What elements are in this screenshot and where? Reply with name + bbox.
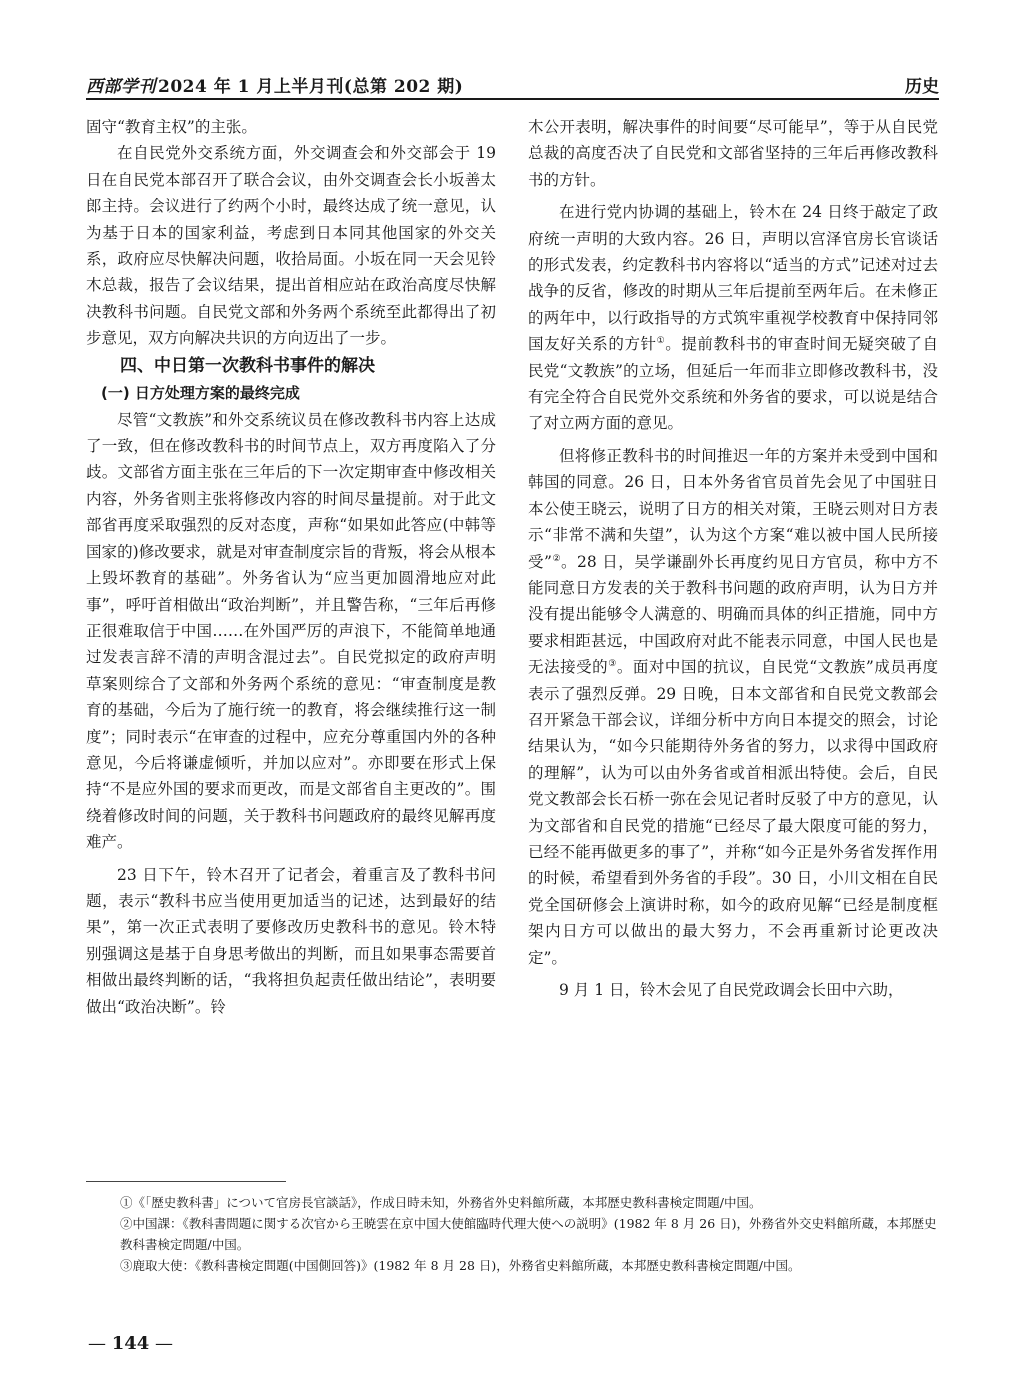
paragraph: 尽管“文教族”和外交系统议员在修改教科书内容上达成了一致，但在修改教科书的时间节点上，双方再度陷入了分歧。文部省方面主张在三年后的下一次定期审查中修改相关内容，外务省则主张将修改内容的时间尽量提前。对于此文部省再度采取强烈的反对态度，声称“如果如此答应(中韩等国家的)修改要求，就是对审查制度宗旨的背叛，将会从根本上毁坏教育的基础”。外务省认为“应当更加圆滑地应对此事”，呼吁首相做出“政治判断”，并且警告称，“三年后再修正很难取信于中国……在外国严厉的声浪下，不能简单地通过发表言辞不清的声明含混过去”。自民党拟定的政府声明草案则综合了文部和外务两个系统的意见：“审查制度是教育的基础，今后为了施行统一的教育，将会继续推行这一制度”；同时表示“在审查的过程中，应充分尊重国内外的各种意见，今后将谦虚倾听，并加以应对”。亦即要在形式上保持“不是应外国的要求而更改，而是文部省自主更改的”。围绕着修改时间的问题，关于教科书问题政府的最终见解再度难产。 [86, 410, 496, 852]
footnote: ③鹿取大使：《教科書検定問題(中国側回答)》(1982 年 8 月 28 日)，外務省史料館所蔵，本邦歴史教科書検定問題/中国。 [120, 1258, 801, 1273]
paragraph-text: 在进行党内协调的基础上，铃木在 24 日终于敲定了政府统一声明的大致内容。26 日，声明以宫泽官房长官谈话的形式发表，约定教科书内容将以“适当的方式”记述对过去战争的反省，修改的时期从三年后提前至两年后。在未修正的两年中，以行政指导的方式筑牢重视学校教育中保持同邻国友好关系的方针 [528, 203, 938, 354]
left-column [86, 114, 496, 1020]
paragraph-text: 。面对中国的抗议，自民党“文教族”成员再度表示了强烈反弹。29 日晚，日本文部省和自民党文教部会召开紧急干部会议，详细分析中方向日本提交的照会，讨论结果认为，“如今只能期待外务省的努力，以求得中国政府的理解”，认为可以由外务省或首相派出特使。会后，自民党文教部会长石桥一弥在会见记者时反驳了中方的意见，认为文部省和自民党的措施“已经尽了最大限度可能的努力，已经不能再做更多的事了”，并称“如今正是外务省发挥作用的时候，希望看到外务省的手段”。30 日，小川文相在自民党全国研修会上演讲时称，如今的政府见解“已经是制度框架内日方可以做出的最大努力，不会再重新讨论更改决定”。 [528, 658, 938, 967]
paragraph: 木公开表明，解决事件的时间要“尽可能早”，等于从自民党总裁的高度否决了自民党和文部省坚持的三年后再修改教科书的方针。 [528, 118, 938, 189]
footnote-marker: ③ [608, 658, 617, 669]
right-column [528, 114, 938, 1003]
section-heading: 四、中日第一次教科书事件的解决 [120, 355, 375, 376]
paragraph: 固守“教育主权”的主张。 [86, 118, 257, 136]
footnote: ②中国課：《教科書問題に関する次官から王暁雲在京中国大使館臨時代理大使への説明》(1982 年 8 月 26 日)，外務省外交史料館所蔵，本邦歴史教科書検定問題/中国。 [120, 1216, 937, 1252]
header-issue [86, 72, 463, 97]
footnote-marker: ② [551, 553, 562, 564]
issue-label: 2024 年 1 月上半月刊(总第 202 期) [158, 77, 464, 97]
paragraph-text: 。28 日，吴学谦副外长再度约见日方官员，称中方不能同意日方发表的关于教科书问题的政府声明，认为日方并没有提出能够令人满意的、明确而具体的纠正措施，同中方要求相距甚远，中国政府对此不能表示同意，中国人民也是无法接受的 [528, 552, 938, 677]
journal-logo: 西部学刊 [86, 77, 156, 97]
section-label: 历史 [905, 77, 939, 97]
paragraph: 23 日下午，铃木召开了记者会，着重言及了教科书问题，表示“教科书应当使用更加适当的记述，达到最好的结果”，第一次正式表明了要修改历史教科书的意见。铃木特别强调这是基于自身思考做出的判断，而且如果事态需要首相做出最终判断的话，“我将担负起责任做出结论”，表明要做出“政治决断”。铃 [86, 865, 496, 1016]
page-number-value: 144 [111, 1333, 150, 1354]
paragraph: 9 月 1 日，铃木会见了自民党政调会长田中六助， [559, 981, 904, 999]
paragraph [528, 443, 938, 971]
page-number: — 144 — [88, 1333, 174, 1354]
footnote: ①《「歴史教科書」について官房長官談話》，作成日時未知，外務省外史料館所蔵，本邦歴史教科書検定問題/中国。 [120, 1195, 762, 1210]
paragraph [528, 199, 938, 437]
header-divider [86, 98, 939, 100]
footnotes [86, 1192, 939, 1276]
footnote-divider [86, 1181, 286, 1182]
paragraph-text: 。提前教科书的审查时间无疑突破了自民党“文教族”的立场，但延后一年而非立即修改教科书，没有完全符合自民党外交系统和外务省的要求，可以说是结合了对立两方面的意见。 [528, 335, 938, 433]
subsection-heading: (一) 日方处理方案的最终完成 [101, 383, 300, 402]
running-header [86, 70, 939, 100]
footnote-marker: ① [656, 336, 666, 347]
paragraph-text: 但将修正教科书的时间推迟一年的方案并未受到中国和韩国的同意。26 日，日本外务省官员首先会见了中国驻日本公使王晓云，说明了日方的相关对策，王晓云则对日方表示“非常不满和失望”，认为这个方案“难以被中国人民所接受” [528, 446, 938, 571]
paragraph: 在自民党外交系统方面，外交调查会和外交部会于 19 日在自民党本部召开了联合会议，由外交调查会长小坂善太郎主持。会议进行了约两个小时，最终达成了统一意见，认为基于日本的国家利益，考虑到日本同其他国家的外交关系，政府应尽快解决问题，收拾局面。小坂在同一天会见铃木总裁，报告了会议结果，提出首相应站在政治高度尽快解决教科书问题。自民党文部和外务两个系统至此都得出了初步意见，双方向解决共识的方向迈出了一步。 [86, 144, 496, 348]
